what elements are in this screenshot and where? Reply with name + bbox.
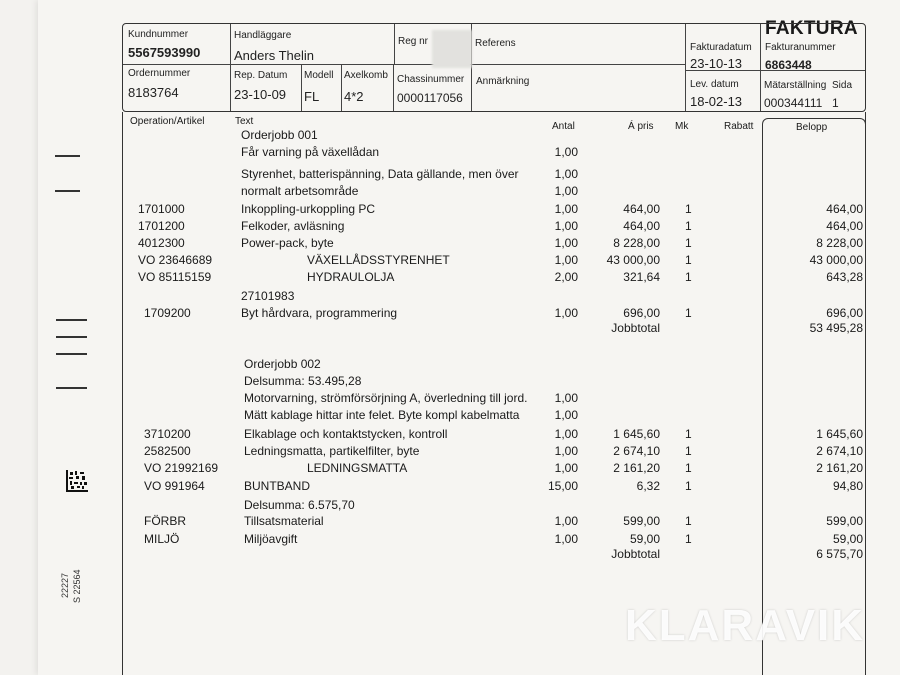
line-quantity: 1,00 <box>554 184 578 198</box>
regnr-label: Reg nr <box>398 36 429 47</box>
sida-label: Sida <box>832 80 853 91</box>
cell-referens <box>472 24 686 65</box>
line-text: 27101983 <box>241 289 295 303</box>
axelkomb-label: Axelkomb <box>344 70 388 81</box>
chassinummer-value: 0000117056 <box>397 91 463 105</box>
line-text: Tillsatsmaterial <box>244 514 324 528</box>
line-operation-code: VO 991964 <box>144 479 205 493</box>
line-amount: 8 228,00 <box>816 236 863 250</box>
margin-mark <box>56 336 87 338</box>
line-unit-price: 321,64 <box>623 270 660 284</box>
matarstallning-value: 000344111 <box>764 96 823 110</box>
line-amount: 464,00 <box>826 219 863 233</box>
line-quantity: 2,00 <box>554 270 578 284</box>
line-quantity: 1,00 <box>554 532 578 546</box>
reg-nr-redacted <box>432 30 472 68</box>
fakturanummer-label: Fakturanummer <box>765 42 836 53</box>
line-unit-price: 6,32 <box>636 479 660 493</box>
margin-mark <box>55 190 80 192</box>
line-quantity: 1,00 <box>554 408 578 422</box>
line-text: VÄXELLÅDSSTYRENHET <box>307 253 450 267</box>
cell-kundnummer <box>123 24 231 65</box>
line-quantity: 1,00 <box>554 514 578 528</box>
line-quantity: 1,00 <box>554 253 578 267</box>
line-unit-price: 2 674,10 <box>613 444 660 458</box>
line-unit-price: 8 228,00 <box>613 236 660 250</box>
line-unit-price: 464,00 <box>623 202 660 216</box>
line-amount: 94,80 <box>832 479 863 493</box>
cell-fakturanummer <box>761 24 865 71</box>
fakturadatum-label: Fakturadatum <box>690 42 752 53</box>
fakturadatum-value: 23-10-13 <box>690 56 743 71</box>
line-quantity: 15,00 <box>547 479 578 493</box>
line-unit-price: 2 161,20 <box>613 461 660 475</box>
line-operation-code: 3710200 <box>144 427 191 441</box>
line-amount: 1 645,60 <box>816 427 863 441</box>
line-quantity: 1,00 <box>554 167 578 181</box>
line-operation-code: FÖRBR <box>144 514 186 528</box>
chassinummer-label: Chassinummer <box>397 74 465 85</box>
line-quantity: 1,00 <box>554 444 578 458</box>
cell-levdatum <box>686 71 761 111</box>
cell-anmarkning <box>472 65 686 111</box>
line-unit-price: 59,00 <box>629 532 660 546</box>
line-quantity: 1,00 <box>554 391 578 405</box>
modell-label: Modell <box>304 70 334 81</box>
line-mk: 1 <box>685 532 692 546</box>
line-amount: 599,00 <box>826 514 863 528</box>
line-mk: 1 <box>685 219 692 233</box>
col-header-mk: Mk <box>675 121 689 132</box>
line-text: Motorvarning, strömförsörjning A, överledning till jord. <box>244 391 528 405</box>
matarstallning-label: Mätarställning <box>764 80 827 91</box>
line-text: Styrenhet, batterispänning, Data gällande, men över <box>241 167 519 181</box>
cell-modell <box>302 65 342 111</box>
line-text: Delsumma: 6.575,70 <box>244 498 355 512</box>
fakturanummer-value: 6863448 <box>765 58 812 72</box>
line-mk: 1 <box>685 306 692 320</box>
line-amount: 464,00 <box>826 202 863 216</box>
line-text: Felkoder, avläsning <box>241 219 345 233</box>
line-mk: 1 <box>685 253 692 267</box>
line-jobbtotal-label: Jobbtotal <box>611 321 660 335</box>
handlaggare-value: Anders Thelin <box>234 48 314 63</box>
invoice-title: FAKTURA <box>765 18 858 39</box>
col-header-apris: Á pris <box>628 121 654 132</box>
cell-fakturadatum <box>686 24 761 71</box>
line-mk: 1 <box>685 444 692 458</box>
line-text: Inkoppling-urkoppling PC <box>241 202 376 216</box>
line-amount: 643,28 <box>826 270 863 284</box>
line-jobbtotal-amount: 53 495,28 <box>809 321 863 335</box>
line-quantity: 1,00 <box>554 427 578 441</box>
line-operation-code: 2582500 <box>144 444 191 458</box>
cell-ordernummer <box>123 65 231 111</box>
col-header-operation: Operation/Artikel <box>130 116 205 127</box>
line-mk: 1 <box>685 202 692 216</box>
line-quantity: 1,00 <box>554 236 578 250</box>
col-header-antal: Antal <box>552 121 575 132</box>
levdatum-value: 18-02-13 <box>690 94 743 109</box>
line-text: BUNTBAND <box>244 479 311 493</box>
col-header-belopp: Belopp <box>796 122 828 133</box>
cell-repdatum <box>231 65 302 111</box>
margin-mark <box>56 319 87 321</box>
line-operation-code: 1701000 <box>138 202 185 216</box>
line-operation-code: MILJÖ <box>144 532 180 546</box>
line-text: Elkablage och kontaktstycken, kontroll <box>244 427 448 441</box>
line-unit-price: 696,00 <box>623 306 660 320</box>
ordernummer-label: Ordernummer <box>128 68 191 79</box>
repdatum-value: 23-10-09 <box>234 87 287 102</box>
line-operation-code: VO 21992169 <box>144 461 219 475</box>
kundnummer-value: 5567593990 <box>128 45 201 60</box>
col-header-rabatt: Rabatt <box>724 121 754 132</box>
sida-value: 1 <box>832 96 839 110</box>
ordernummer-value: 8183764 <box>128 85 179 100</box>
line-text: Får varning på växellådan <box>241 145 380 159</box>
line-text: Mätt kablage hittar inte felet. Byte kompl kabelmatta <box>244 408 520 422</box>
line-text: Orderjobb 002 <box>244 357 321 371</box>
axelkomb-value: 4*2 <box>344 89 364 104</box>
line-quantity: 1,00 <box>554 306 578 320</box>
cell-handlaggare <box>231 24 395 65</box>
modell-value: FL <box>304 89 320 104</box>
line-mk: 1 <box>685 427 692 441</box>
line-mk: 1 <box>685 514 692 528</box>
line-unit-price: 464,00 <box>623 219 660 233</box>
line-amount: 2 161,20 <box>816 461 863 475</box>
line-amount: 2 674,10 <box>816 444 863 458</box>
repdatum-label: Rep. Datum <box>234 70 288 81</box>
anmarkning-label: Anmärkning <box>476 76 530 87</box>
datamatrix-code-icon <box>66 470 88 492</box>
line-unit-price: 599,00 <box>623 514 660 528</box>
line-mk: 1 <box>685 479 692 493</box>
line-amount: 59,00 <box>832 532 863 546</box>
referens-label: Referens <box>475 38 516 49</box>
line-mk: 1 <box>685 461 692 475</box>
col-header-text: Text <box>235 116 254 127</box>
margin-mark <box>55 155 80 157</box>
line-operation-code: VO 85115159 <box>138 270 212 284</box>
line-mk: 1 <box>685 236 692 250</box>
line-text: Byt hårdvara, programmering <box>241 306 398 320</box>
line-quantity: 1,00 <box>554 202 578 216</box>
line-quantity: 1,00 <box>554 461 578 475</box>
line-jobbtotal-amount: 6 575,70 <box>816 547 863 561</box>
line-text: Power-pack, byte <box>241 236 334 250</box>
line-text: Orderjobb 001 <box>241 128 318 142</box>
line-unit-price: 1 645,60 <box>613 427 660 441</box>
cell-axelkomb <box>342 65 394 111</box>
margin-mark <box>56 387 87 389</box>
line-jobbtotal-label: Jobbtotal <box>611 547 660 561</box>
line-operation-code: VO 23646689 <box>138 253 213 267</box>
line-text: Ledningsmatta, partikelfilter, byte <box>244 444 420 458</box>
line-text: normalt arbetsområde <box>241 184 359 198</box>
line-quantity: 1,00 <box>554 145 578 159</box>
line-operation-code: 1701200 <box>138 219 185 233</box>
side-code-1: 22227 <box>60 572 70 598</box>
line-unit-price: 43 000,00 <box>606 253 660 267</box>
line-text: HYDRAULOLJA <box>307 270 395 284</box>
handlaggare-label: Handläggare <box>234 30 292 41</box>
watermark-logo: KLARAVIK <box>625 601 866 650</box>
invoice-header-box <box>122 23 866 112</box>
side-code-2: S 22564 <box>72 569 82 603</box>
line-amount: 696,00 <box>826 306 863 320</box>
line-text: Miljöavgift <box>244 532 298 546</box>
line-text: LEDNINGSMATTA <box>307 461 408 475</box>
line-operation-code: 1709200 <box>144 306 191 320</box>
kundnummer-label: Kundnummer <box>128 29 189 40</box>
line-mk: 1 <box>685 270 692 284</box>
line-text: Delsumma: 53.495,28 <box>244 374 362 388</box>
line-operation-code: 4012300 <box>138 236 185 250</box>
levdatum-label: Lev. datum <box>690 79 739 90</box>
line-amount: 43 000,00 <box>809 253 863 267</box>
cell-matarstallning <box>761 71 865 111</box>
cell-chassinummer <box>394 65 472 111</box>
line-quantity: 1,00 <box>554 219 578 233</box>
margin-mark <box>56 353 87 355</box>
